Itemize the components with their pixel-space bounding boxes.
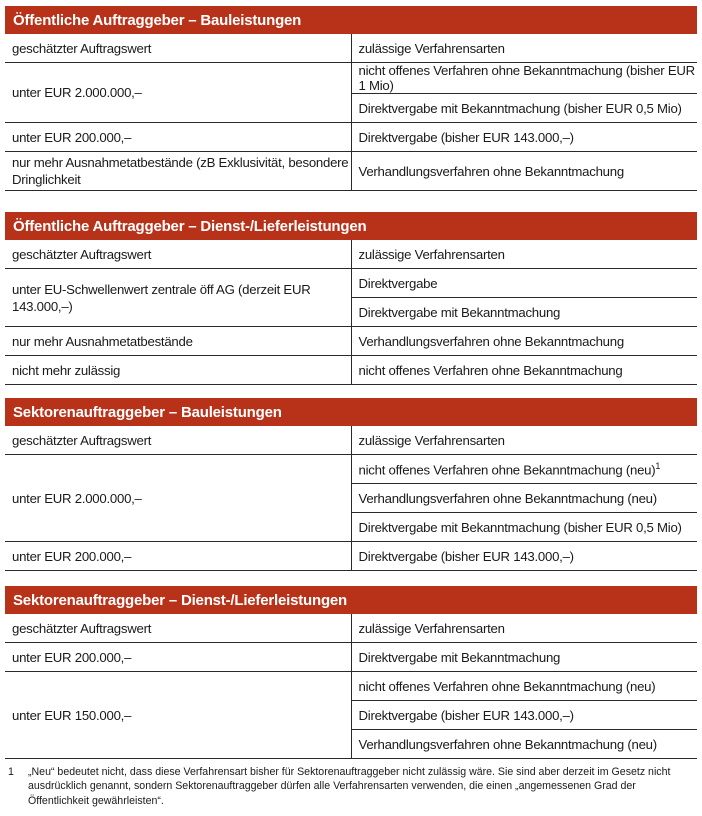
section-title: Öffentliche Auftraggeber – Dienst-/Lieferleistungen	[5, 212, 697, 240]
table-row	[5, 123, 697, 152]
value-cell: nur mehr Ausnahmetatbestände	[5, 327, 351, 356]
value-cell: nicht mehr zulässig	[5, 356, 351, 385]
value-cell: unter EU-Schwellenwert zentrale öff AG (derzeit EUR 143.000,–)	[5, 269, 351, 327]
column-header-procedures: zulässige Verfahrensarten	[351, 426, 697, 455]
procedure-cell: nicht offenes Verfahren ohne Bekanntmachung (neu)	[351, 672, 697, 701]
column-header-value: geschätzter Auftragswert	[5, 240, 351, 269]
column-header-value: geschätzter Auftragswert	[5, 426, 351, 455]
footnote-text: „Neu“ bedeutet nicht, dass diese Verfahrensart bisher für Sektorenauftraggeber nicht zulässig wäre. Sie sind aber derzeit im Gesetz nicht ausdrücklich genannt, sondern Sektorenauftraggeber dürfen alle Verfahrensarten verwenden, die einen „angemessenen Grad der Öffentlichkeit gewährleisten“.	[28, 766, 671, 807]
section-public-construction	[5, 6, 697, 191]
footnote-marker: 1	[655, 460, 661, 471]
procedure-text: nicht offenes Verfahren ohne Bekanntmachung (neu)	[358, 462, 656, 478]
table-header-row	[5, 614, 697, 643]
procedure-cell: Verhandlungsverfahren ohne Bekanntmachung	[351, 327, 697, 356]
table-row	[5, 269, 697, 298]
procedure-cell: Direktvergabe (bisher EUR 143.000,–)	[351, 123, 697, 152]
table-header-row	[5, 240, 697, 269]
table-row	[5, 455, 697, 484]
footnote-number: 1	[8, 766, 14, 778]
value-cell: unter EUR 200.000,–	[5, 123, 351, 152]
procedure-cell: Direktvergabe mit Bekanntmachung (bisher EUR 0,5 Mio)	[351, 94, 697, 123]
value-cell: unter EUR 2.000.000,–	[5, 63, 351, 123]
table-header-row	[5, 34, 697, 63]
table-row	[5, 643, 697, 672]
table-row	[5, 672, 697, 701]
table-row	[5, 152, 697, 191]
value-cell: unter EUR 150.000,–	[5, 672, 351, 759]
procedure-table	[5, 586, 697, 759]
table-header-row	[5, 426, 697, 455]
section-sector-construction	[5, 398, 697, 571]
procedure-cell	[351, 455, 697, 484]
footnote	[8, 765, 696, 808]
procedure-table	[5, 212, 697, 385]
procedure-cell: Direktvergabe mit Bekanntmachung (bisher EUR 0,5 Mio)	[351, 513, 697, 542]
procedure-cell: Direktvergabe mit Bekanntmachung	[351, 643, 697, 672]
value-cell: unter EUR 200.000,–	[5, 643, 351, 672]
procedure-cell: Direktvergabe (bisher EUR 143.000,–)	[351, 701, 697, 730]
column-header-value: geschätzter Auftragswert	[5, 614, 351, 643]
procedure-table	[5, 6, 697, 191]
column-header-procedures: zulässige Verfahrensarten	[351, 240, 697, 269]
column-header-value: geschätzter Auftragswert	[5, 34, 351, 63]
procedure-cell: Verhandlungsverfahren ohne Bekanntmachung (neu)	[351, 730, 697, 759]
column-header-procedures: zulässige Verfahrensarten	[351, 614, 697, 643]
value-cell: nur mehr Ausnahmetatbestände (zB Exklusivität, besondere Dringlichkeit	[5, 152, 351, 191]
procedure-cell: nicht offenes Verfahren ohne Bekanntmachung	[351, 356, 697, 385]
procedure-cell: Verhandlungsverfahren ohne Bekanntmachung	[351, 152, 697, 191]
table-row	[5, 327, 697, 356]
table-row	[5, 356, 697, 385]
column-header-procedures: zulässige Verfahrensarten	[351, 34, 697, 63]
procedure-cell: Verhandlungsverfahren ohne Bekanntmachung (neu)	[351, 484, 697, 513]
section-title: Sektorenauftraggeber – Dienst-/Lieferleistungen	[5, 586, 697, 614]
section-sector-services	[5, 586, 697, 759]
value-cell: unter EUR 2.000.000,–	[5, 455, 351, 542]
procedure-table	[5, 398, 697, 571]
section-title: Sektorenauftraggeber – Bauleistungen	[5, 398, 697, 426]
table-row	[5, 542, 697, 571]
procedure-cell: Direktvergabe	[351, 269, 697, 298]
value-cell: unter EUR 200.000,–	[5, 542, 351, 571]
section-public-services	[5, 212, 697, 385]
table-row	[5, 63, 697, 94]
procedure-cell: nicht offenes Verfahren ohne Bekanntmachung (bisher EUR 1 Mio)	[351, 63, 697, 94]
procedure-cell: Direktvergabe (bisher EUR 143.000,–)	[351, 542, 697, 571]
section-title: Öffentliche Auftraggeber – Bauleistungen	[5, 6, 697, 34]
procedure-cell: Direktvergabe mit Bekanntmachung	[351, 298, 697, 327]
